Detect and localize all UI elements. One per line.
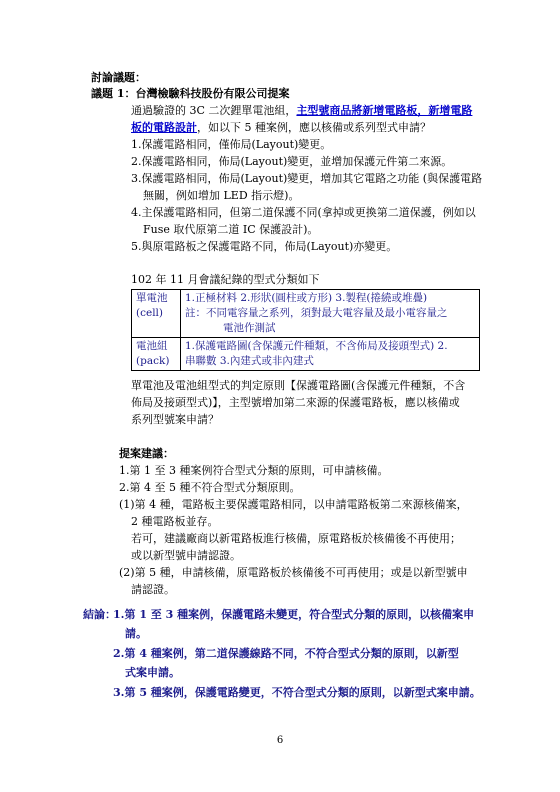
table-key-cell	[132, 290, 181, 338]
page-number: 6	[276, 735, 284, 746]
topic-label: 議題 1：	[91, 87, 136, 100]
suggestion-heading: 提案建議：	[119, 447, 174, 460]
suggestion-line: 或以新型號申請認證。	[131, 549, 241, 562]
case-1: 1.保護電路相同，僅佈局(Layout)變更。	[131, 138, 332, 151]
cell-key-line: (cell)	[136, 307, 164, 319]
conclusion-line: 1.第 1 至 3 種案例，保護電路未變更，符合型式分類的原則，以核備案申	[113, 608, 475, 621]
conclusion-line: 3.第 5 種案例，保護電路變更，不符合型式分類的原則，以新型式案申請。	[113, 686, 481, 699]
classification-table	[131, 289, 480, 371]
conclusion-line: 2.第 4 種案例，第二道保護線路不同，不符合型式分類的原則，以新型	[113, 647, 459, 660]
case-3-cont: 無關，例如增加 LED 指示燈)。	[143, 189, 300, 202]
cell-value-line: 註：不同電容量之系列，須對最大電容量及最小電容量之	[185, 307, 448, 319]
suggestion-line: (2)第 5 種，申請核備，原電路板於核備後不可再使用；或是以新型號申	[119, 566, 468, 579]
table-row	[132, 290, 480, 338]
after-table-line: 單電池及電池組型式的判定原則【保護電路圖(含保護元件種類，不含	[131, 379, 466, 392]
case-5: 5.與原電路板之保護電路不同，佈局(Layout)亦變更。	[131, 240, 398, 253]
discussion-heading: 討論議題：	[91, 71, 146, 84]
topic-intro-plain: 通過驗證的 3C 二次鋰單電池組，	[131, 104, 297, 117]
topic-intro-line1	[131, 103, 472, 118]
suggestion-line: (1)第 4 種，電路板主要保護電路相同，以申請電路板第二來源核備案，	[119, 498, 468, 511]
case-3: 3.保護電路相同，佈局(Layout)變更，增加其它電路之功能 (與保護電路	[131, 172, 483, 185]
table-value-cell	[181, 290, 480, 338]
topic-title: 台灣檢驗科技股份有限公司提案	[135, 87, 290, 100]
table-key-cell	[132, 338, 181, 371]
conclusion-line: 請。	[125, 627, 147, 640]
cell-value-line: 1.正極材料 2.形狀(圓柱或方形) 3.製程(捲繞或堆疊)	[185, 292, 428, 304]
cell-key-line: 單電池	[136, 292, 168, 304]
topic-intro-emphasis: 主型號商品將新增電路板，新增電路	[296, 104, 473, 117]
suggestion-line: 若可，建議廠商以新電路板進行核備，原電路板於核備後不再使用；	[131, 532, 461, 545]
table-row	[132, 338, 480, 371]
cell-value-line: 電池作測試	[223, 322, 276, 334]
suggestion-line: 2 種電路板並存。	[131, 515, 219, 528]
conclusion-label: 結論：	[83, 608, 116, 621]
topic-heading	[91, 86, 289, 101]
cell-key-line: (pack)	[136, 355, 170, 367]
suggestion-line: 請認證。	[131, 583, 175, 596]
minutes-caption: 102 年 11 月會議紀錄的型式分類如下	[131, 273, 320, 286]
table-value-cell	[181, 338, 480, 371]
topic-intro-question: ，如以下 5 種案例，應以核備或系列型式申請？	[197, 121, 431, 134]
topic-intro-emphasis-2: 板的電路設計	[131, 121, 197, 134]
cell-value-line: 串聯數 3.內建式或非內建式	[185, 355, 314, 367]
case-2: 2.保護電路相同，佈局(Layout)變更，並增加保護元件第二來源。	[131, 155, 453, 168]
suggestion-line: 2.第 4 至 5 種不符合型式分類原則。	[119, 481, 301, 494]
suggestion-line: 1.第 1 至 3 種案例符合型式分類的原則，可申請核備。	[119, 464, 389, 477]
after-table-line: 佈局及接頭型式)】，主型號增加第二來源的保護電路板，應以核備或	[131, 396, 460, 409]
case-4: 4.主保護電路相同，但第二道保護不同(拿掉或更換第二道保護，例如以	[131, 206, 476, 219]
case-4-cont: Fuse 取代原第二道 IC 保護設計)。	[143, 223, 319, 236]
conclusion-line: 式案申請。	[125, 666, 180, 679]
topic-intro-line2	[131, 120, 431, 135]
cell-key-line: 電池組	[136, 340, 168, 352]
cell-value-line: 1.保護電路圖(含保護元件種類，不含佈局及接頭型式) 2.	[185, 340, 448, 352]
after-table-line: 系列型號案申請？	[131, 413, 219, 426]
